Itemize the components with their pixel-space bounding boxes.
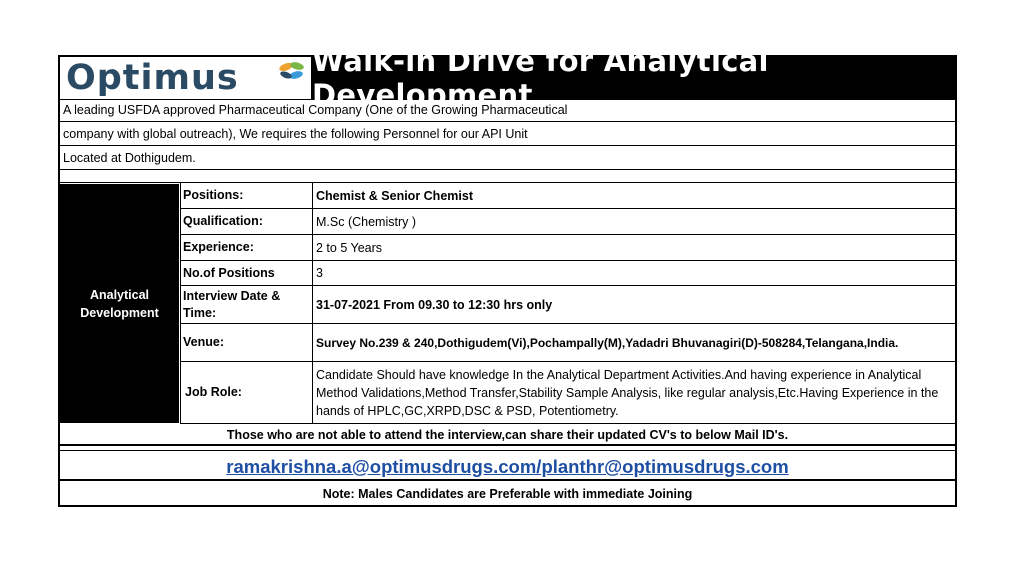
row-label: No.of Positions	[180, 261, 313, 285]
row-label: Interview Date & Time:	[180, 286, 313, 323]
preference-note: Note: Males Candidates are Preferable with immediate Joining	[322, 487, 693, 501]
row-experience	[180, 235, 955, 261]
row-value: 3	[316, 266, 323, 280]
email-row	[60, 452, 955, 481]
department-cell	[60, 184, 179, 423]
email-link[interactable]: ramakrishna.a@optimusdrugs.com/planthr@optimusdrugs.com	[226, 456, 789, 477]
company-logo	[60, 57, 312, 99]
row-qualification	[180, 209, 955, 235]
row-label: Job Role:	[180, 362, 313, 423]
job-poster	[58, 44, 957, 507]
row-value: M.Sc (Chemistry )	[316, 214, 416, 229]
row-label: Experience:	[180, 235, 313, 260]
poster-title: Walk-in Drive for Analytical Development	[312, 57, 955, 99]
intro-line-1: A leading USFDA approved Pharmaceutical Company (One of the Growing Pharmaceutical	[60, 99, 955, 122]
intro-line-3: Located at Dothigudem.	[60, 147, 955, 170]
row-venue	[180, 324, 955, 362]
department-line-2: Development	[80, 305, 159, 320]
row-no-of-positions	[180, 261, 955, 286]
divider	[60, 171, 955, 183]
row-label: Qualification:	[180, 209, 313, 234]
share-note: Those who are not able to attend the interview,can share their updated CV's to below Mail ID's.	[60, 424, 955, 446]
row-positions	[180, 183, 955, 209]
row-value: Survey No.239 & 240,Dothigudem(Vi),Pochampally(M),Yadadri Bhuvanagiri(D)-508284,Telangana,India.	[316, 335, 899, 350]
intro-line-2: company with global outreach), We requires the following Personnel for our API Unit	[60, 123, 955, 146]
divider	[60, 448, 955, 451]
logo-leaf-icon	[278, 60, 306, 82]
logo-text: Optimus	[66, 58, 239, 98]
row-value: 31-07-2021 From 09.30 to 12:30 hrs only	[316, 297, 553, 312]
row-label: Venue:	[180, 324, 313, 361]
row-interview-date	[180, 286, 955, 324]
row-value: Candidate Should have knowledge In the Analytical Department Activities.And having experience in Analytical Method Validations,Method Transfer,Stability Sample Analysis, like regular analysis,Etc.Having Experience in the hands of HPLC,GC,XRPD,DSC & PSD, Potentiometry.	[316, 367, 939, 418]
row-value: Chemist & Senior Chemist	[316, 188, 473, 203]
row-job-role	[180, 362, 955, 424]
department-line-1: Analytical	[89, 287, 150, 302]
row-value: 2 to 5 Years	[316, 240, 383, 255]
row-label: Positions:	[180, 183, 313, 208]
